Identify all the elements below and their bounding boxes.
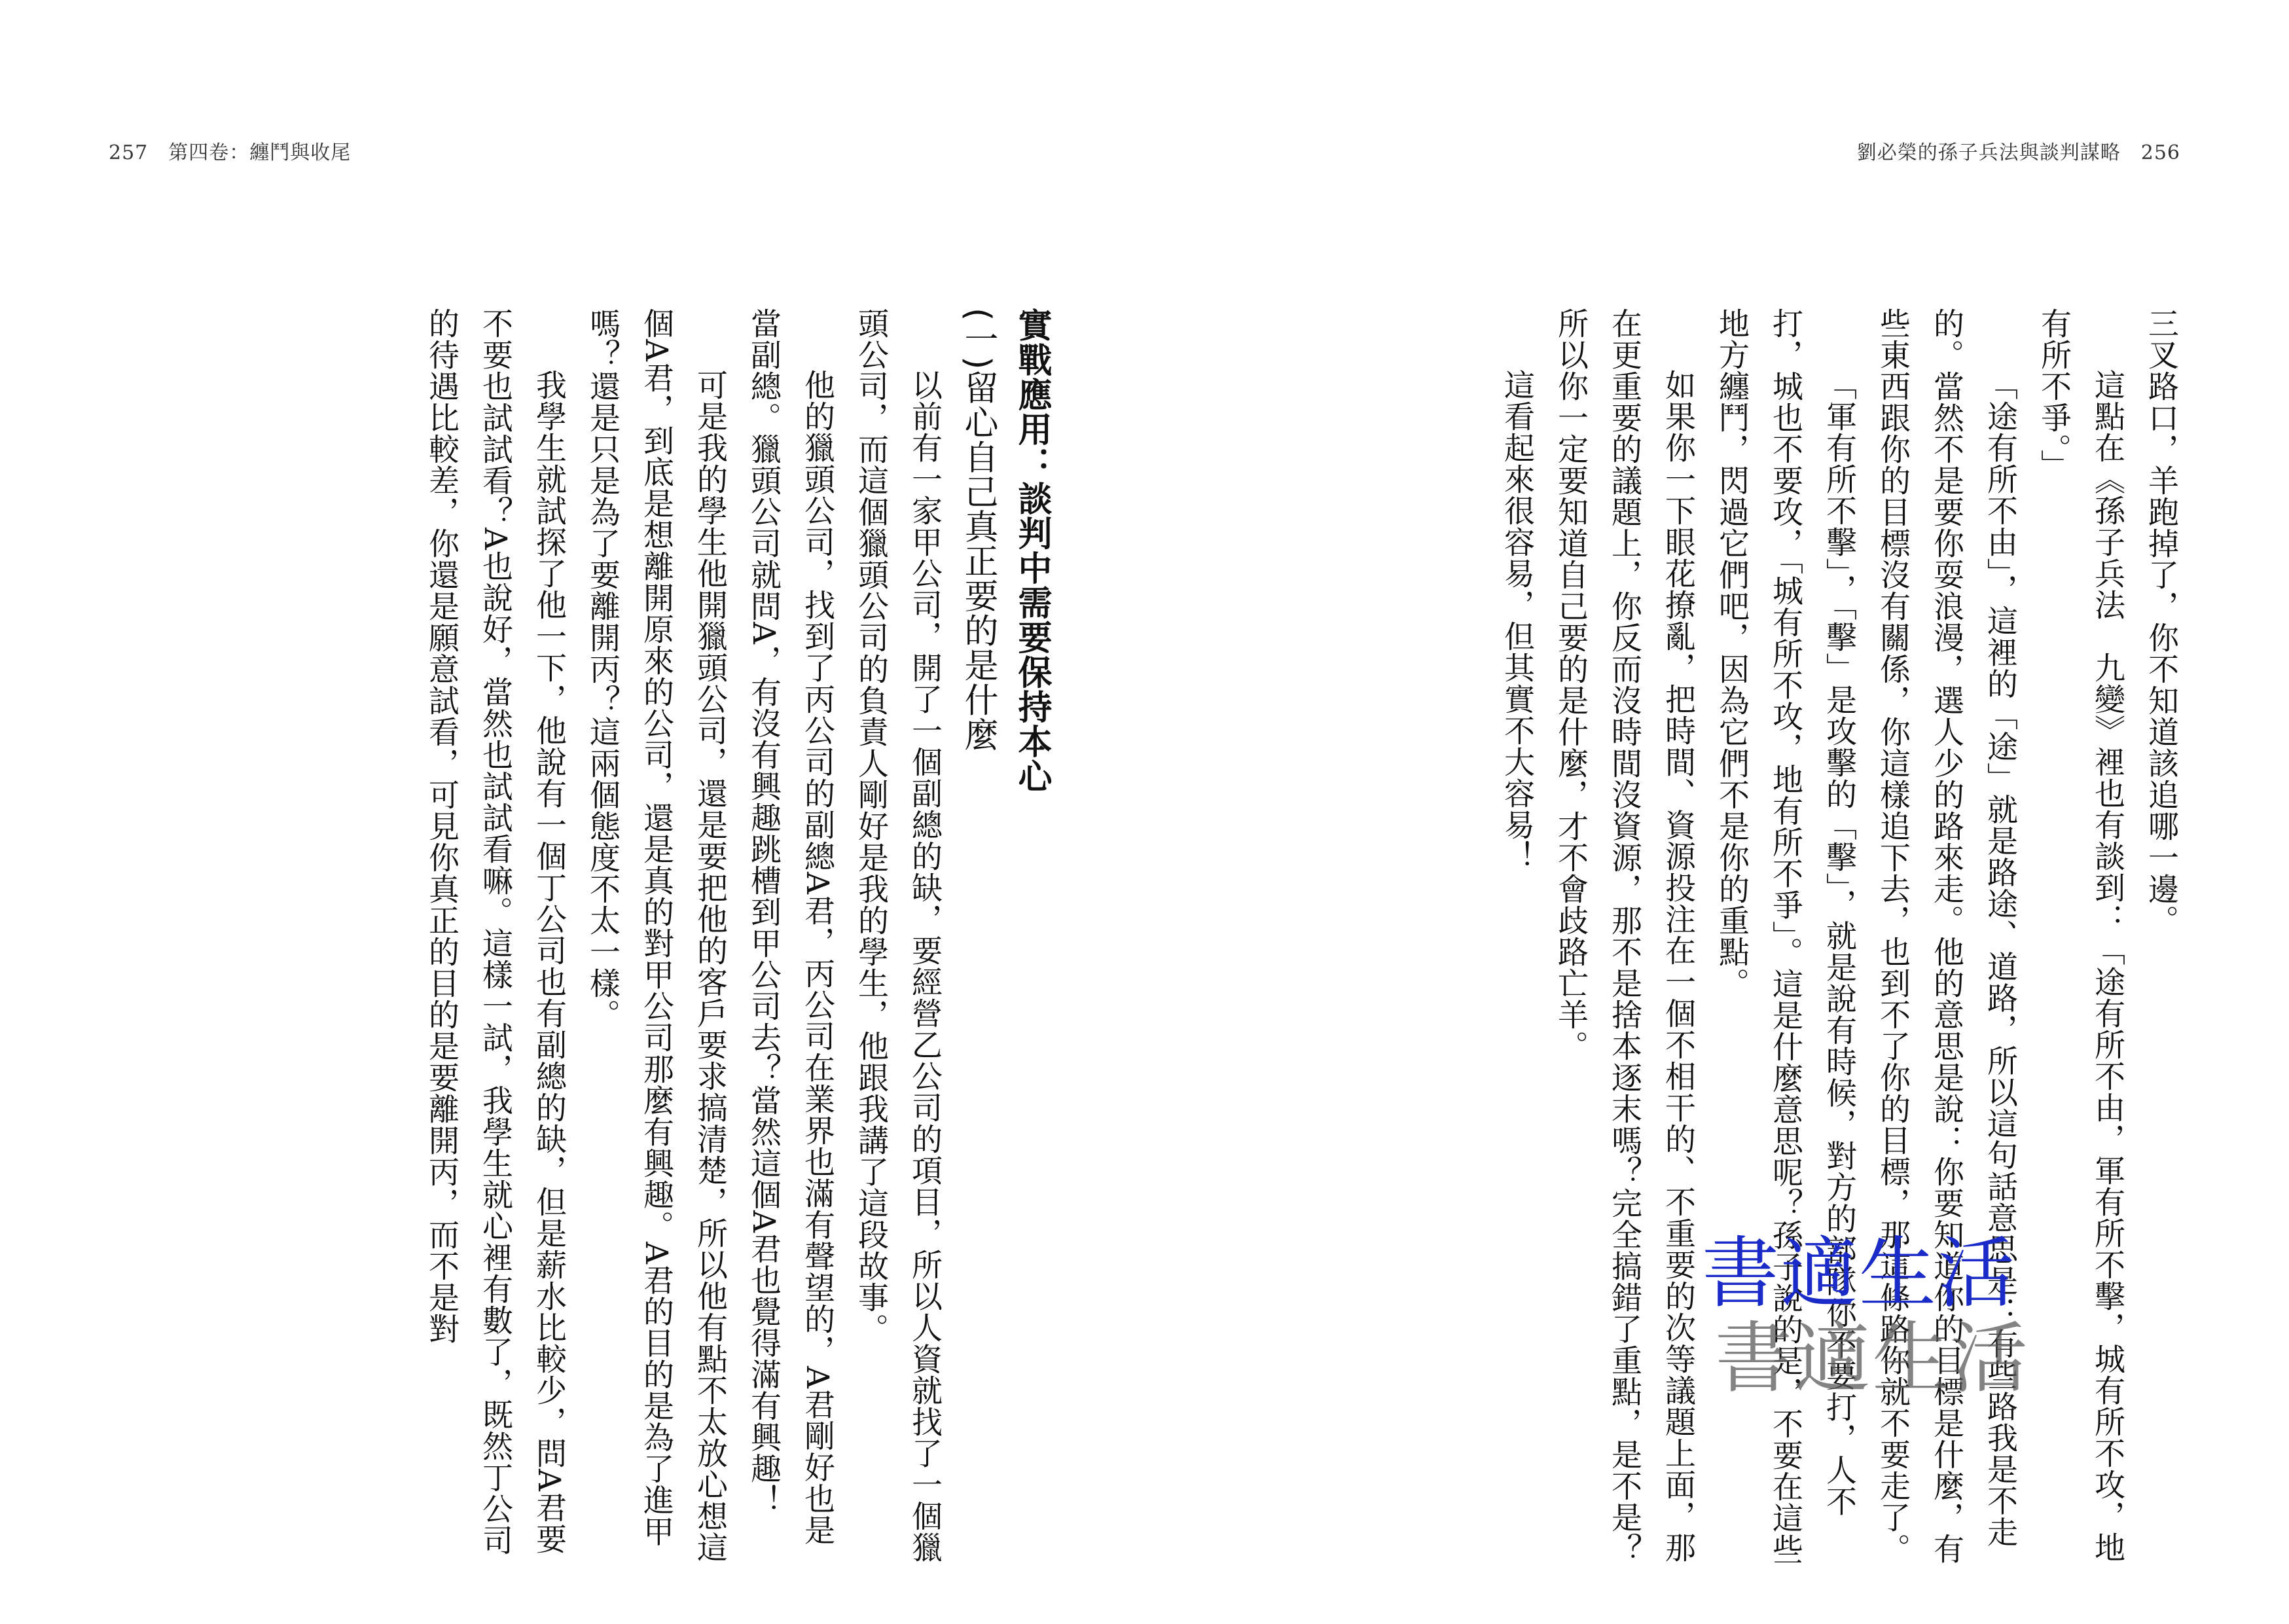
watermark-text: 書適生活 (1702, 1228, 2017, 1318)
page-number-header-right: 劉必榮的孫子兵法與談判謀略 256 (1856, 141, 2180, 164)
section-title: 實戰應用：談判中需要保持本心 (1012, 308, 1051, 793)
page-number-header-left: 257 第四卷：纏鬥與收尾 (109, 141, 351, 164)
paragraph: 他的獵頭公司，找到了丙公司的副總A君，丙公司在業界也滿有聲望的，A君剛好也是當副總。獵頭公司就問A，有沒有興趣跳槽到甲公司去？當然這個A君也覺得滿有興趣！ (746, 308, 835, 1546)
publisher-watermark (1702, 1211, 2068, 1407)
paragraph: 我學生就試探了他一下，他說有一個丁公司也有副總的缺，但是薪水比較少，問A君要不要也試試看？A也說好，當然也試試看嘛。這樣一試，我學生就心裡有數了，既然丁公司的待遇比較差，你還是願意試看，可見你真正的目的是要離開丙，而不是對 (424, 308, 567, 1556)
paragraph: 以前有一家甲公司，開了一個副總的缺，要經營乙公司的項目，所以人資就找了一個獵頭公司，而這個獵頭公司的負責人剛好是我的學生，他跟我講了這段故事。 (853, 308, 943, 1563)
left-page-body (18, 308, 1058, 1571)
paragraph-continued: 三叉路口，羊跑掉了，你不知道該追哪一邊。 (2143, 308, 2179, 936)
paragraph: 「軍有所不擊」，「擊」是攻擊的「擊」，就是說有時候，對方的部隊你不要打，人不打，城也不要攻，「城有所不攻，地有所不爭」。這是什麼意思呢？孫子說的是，不要在這些地方纏鬥，閃過它們吧，因為它們不是你的重點。 (1714, 308, 1857, 1565)
paragraph: 可是我的學生他開獵頭公司，還是要把他的客戶要求搞清楚，所以他有點不太放心想這個A君，到底是想離開原來的公司，還是真的對甲公司那麼有興趣。A君的目的是為了進甲嗎？還是只是為了要離開丙？這兩個態度不太一樣。 (585, 308, 728, 1563)
paragraph: 如果你一下眼花撩亂，把時間、資源投注在一個不相干的、不重要的次等議題上面，那在更重要的議題上，你反而沒時間沒資源，那不是捨本逐末嗎？完全搞錯了重點，是不是？所以你一定要知道自己要的是什麼，才不會歧路亡羊。 (1553, 308, 1696, 1564)
paragraph: 「途有所不由」，這裡的「途」就是路途、道路，所以這句話意思是：有些路我是不走的。當然不是要你耍浪漫，選人少的路來走。他的意思是說：你要知道你的目標是什麼，有些東西跟你的目標沒有關係，你這樣追下去，也到不了你的目標，那這條路你就不要走了。 (1875, 308, 2018, 1564)
paragraph: 這點在《孫子兵法 九變》裡也有談到：「途有所不由，軍有所不擊，城有所不攻，地有所不爭。」 (2036, 308, 2125, 1563)
watermark-shadow-text: 書適生活 (1715, 1313, 2030, 1403)
paragraph: 這看起來很容易，但其實不大容易！ (1499, 369, 1535, 872)
subsection-title: (一)留心自己真正要的是什麼 (958, 308, 998, 752)
